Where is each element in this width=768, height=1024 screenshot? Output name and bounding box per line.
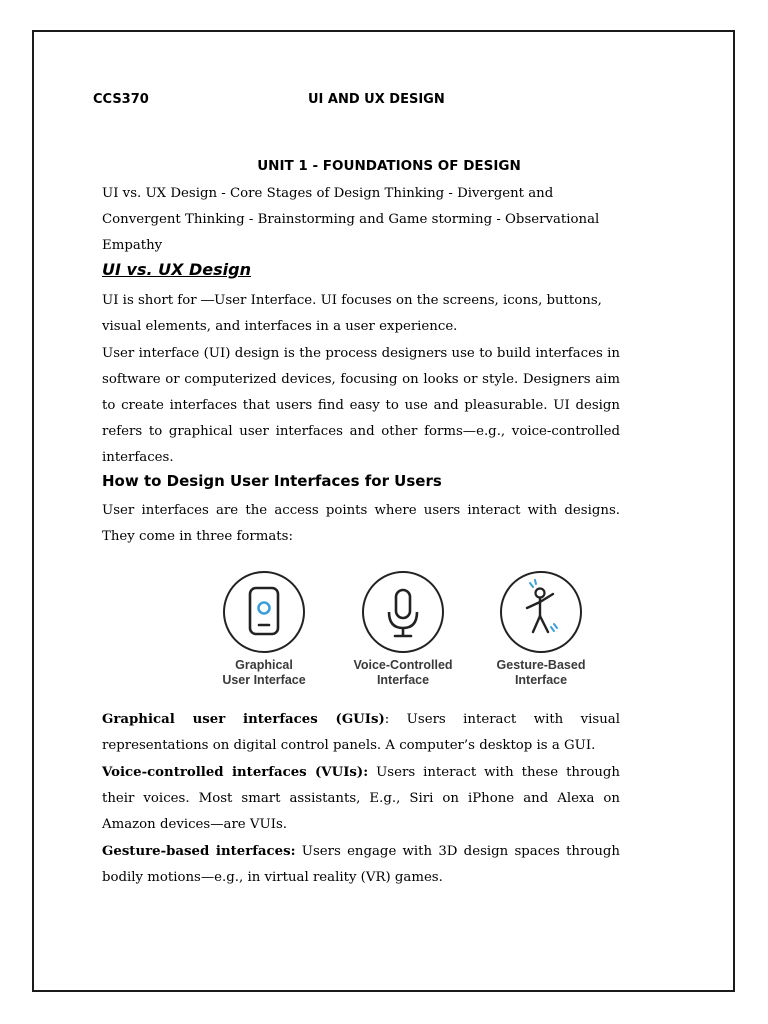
course-code: CCS370 (93, 92, 149, 107)
paragraph-vui (102, 760, 620, 838)
text-vui: Users interact with these through their voices. Most smart assistants, E.g., Siri on iPhone and Alexa on Amazon devices—are VUIs. (102, 765, 620, 832)
unit-syllabus: UI vs. UX Design - Core Stages of Design Thinking - Divergent and Convergent Thinking - Brainstorming and Game storming - Observational Empathy (102, 186, 600, 253)
paragraph-access-points: User interfaces are the access points where users interact with designs. They come in three formats: (102, 503, 620, 544)
course-title: UI AND UX DESIGN (308, 92, 445, 107)
paragraph-gesture (102, 839, 620, 891)
text-gui: : Users interact with visual representations on digital control panels. A computer’s desktop is a GUI. (102, 712, 620, 753)
paragraph-ui-definition: UI is short for ―User Interface. UI focuses on the screens, icons, buttons, visual elements, and interfaces in a user experience. (102, 293, 602, 334)
section-heading-how-to-design: How to Design User Interfaces for Users (102, 472, 442, 490)
gesture-person-icon (499, 570, 583, 654)
term-gesture: Gesture-based interfaces: (102, 844, 296, 859)
figure-item-gesture (471, 570, 611, 688)
text-gesture: Users engage with 3D design spaces through bodily motions—e.g., in virtual reality (VR) games. (102, 844, 620, 885)
term-gui: Graphical user interfaces (GUIs) (102, 712, 385, 727)
figure-label-graphical: Graphical User Interface (222, 658, 306, 687)
figure-item-graphical (194, 570, 334, 688)
term-vui: Voice-controlled interfaces (VUIs): (102, 765, 369, 780)
phone-icon (222, 570, 306, 654)
microphone-icon (361, 570, 445, 654)
figure-label-gesture: Gesture-Based Interface (496, 658, 586, 687)
interface-types-figure (208, 570, 603, 695)
paragraph-gui (102, 707, 620, 759)
figure-item-voice (333, 570, 473, 688)
unit-title: UNIT 1 - FOUNDATIONS OF DESIGN (257, 158, 521, 174)
paragraph-ui-design: User interface (UI) design is the process designers use to build interfaces in software or computerized devices, focusing on looks or style. Designers aim to create interfaces that users find easy to use and pleasurable. UI design refers to graphical user interfaces and other forms—e.g., voice-controlled interfaces. (102, 346, 620, 465)
figure-label-voice: Voice-Controlled Interface (353, 658, 453, 687)
section-heading-ui-vs-ux: UI vs. UX Design (102, 260, 251, 279)
